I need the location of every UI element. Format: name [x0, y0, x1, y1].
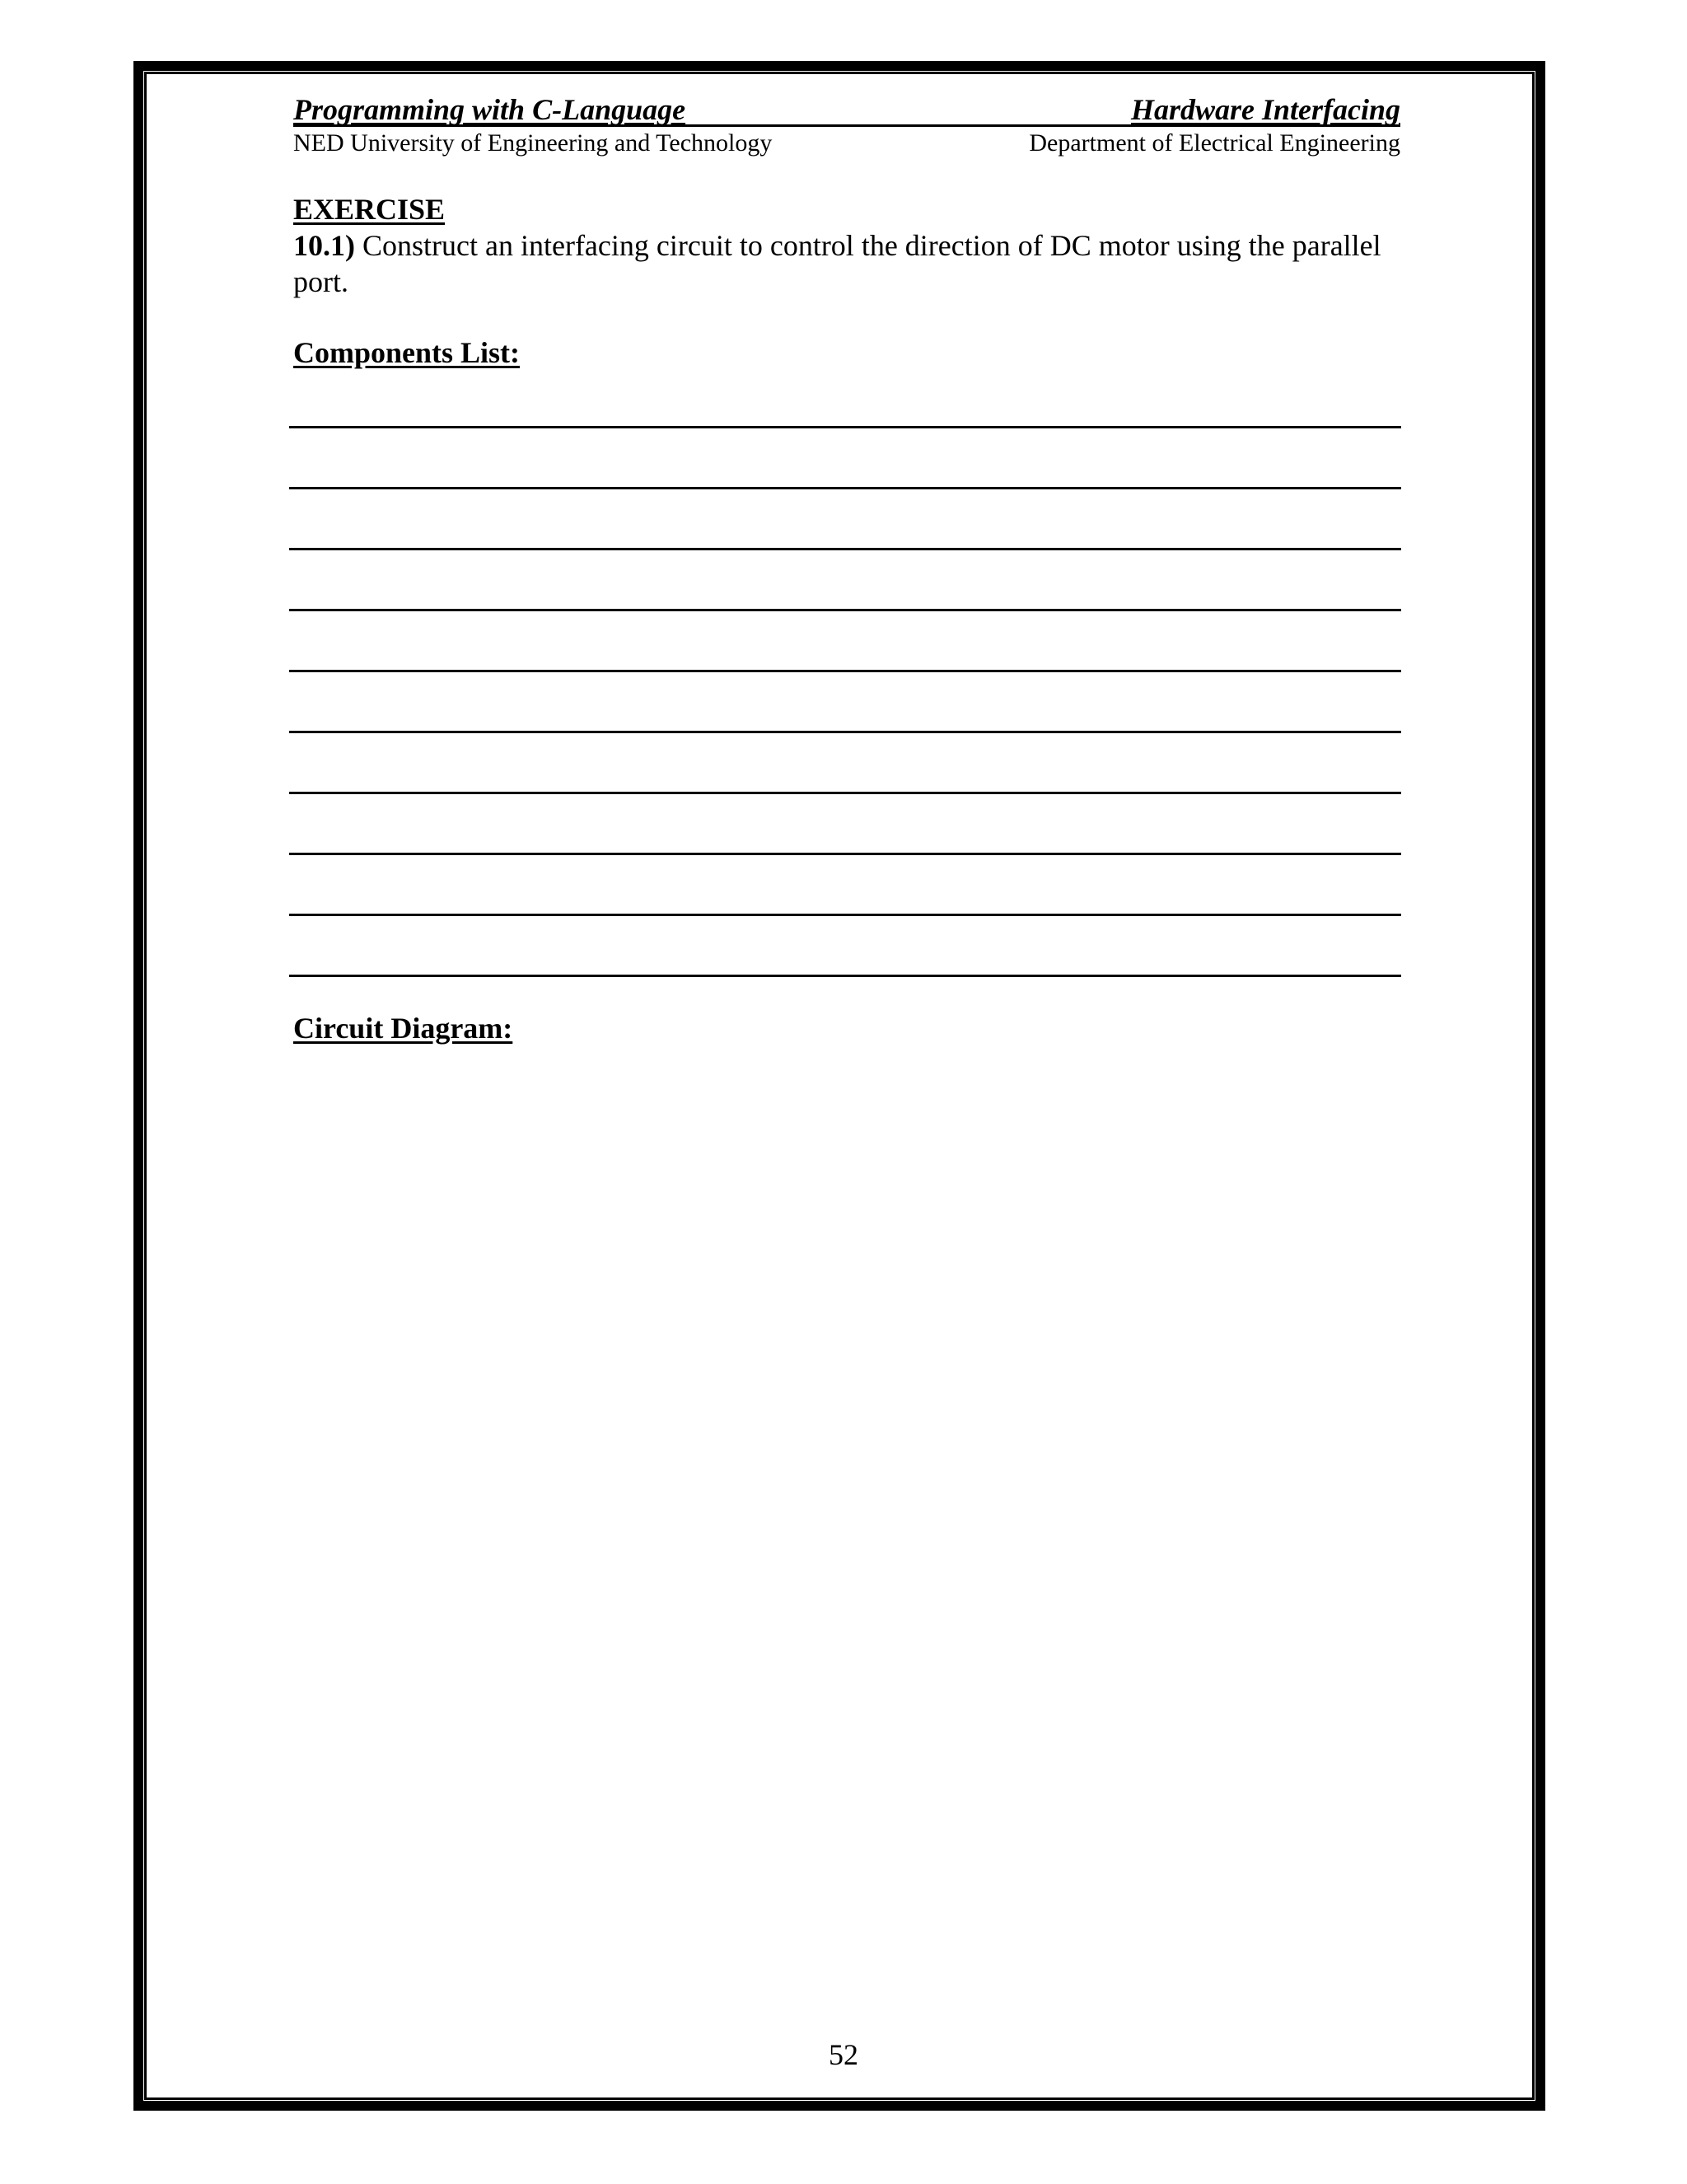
components-list-heading: Components List: [293, 336, 521, 369]
answer-line [289, 548, 1401, 550]
answer-line [289, 975, 1401, 977]
answer-line [289, 426, 1401, 428]
question-number: 10.1) [293, 229, 355, 262]
course-title: Programming with C-Language [293, 93, 686, 126]
answer-line [289, 914, 1401, 916]
answer-line [289, 731, 1401, 733]
question-text: Construct an interfacing circuit to control the direction of DC motor using the parallel port. [293, 229, 1381, 298]
page-number: 52 [829, 2038, 858, 2071]
page-border-inner [144, 72, 1535, 2100]
running-header [293, 92, 1400, 127]
chapter-title: Hardware Interfacing [1130, 93, 1400, 126]
university-name: NED University of Engineering and Technology [293, 129, 773, 157]
answer-line [289, 853, 1401, 855]
circuit-diagram-heading: Circuit Diagram: [293, 1012, 513, 1045]
answer-line [289, 487, 1401, 489]
department-name: Department of Electrical Engineering [1029, 129, 1400, 157]
answer-line [289, 670, 1401, 672]
answer-line [289, 609, 1401, 611]
answer-line [289, 792, 1401, 794]
running-subheader [293, 127, 1400, 160]
exercise-question [293, 227, 1414, 300]
exercise-heading: EXERCISE [293, 193, 446, 226]
